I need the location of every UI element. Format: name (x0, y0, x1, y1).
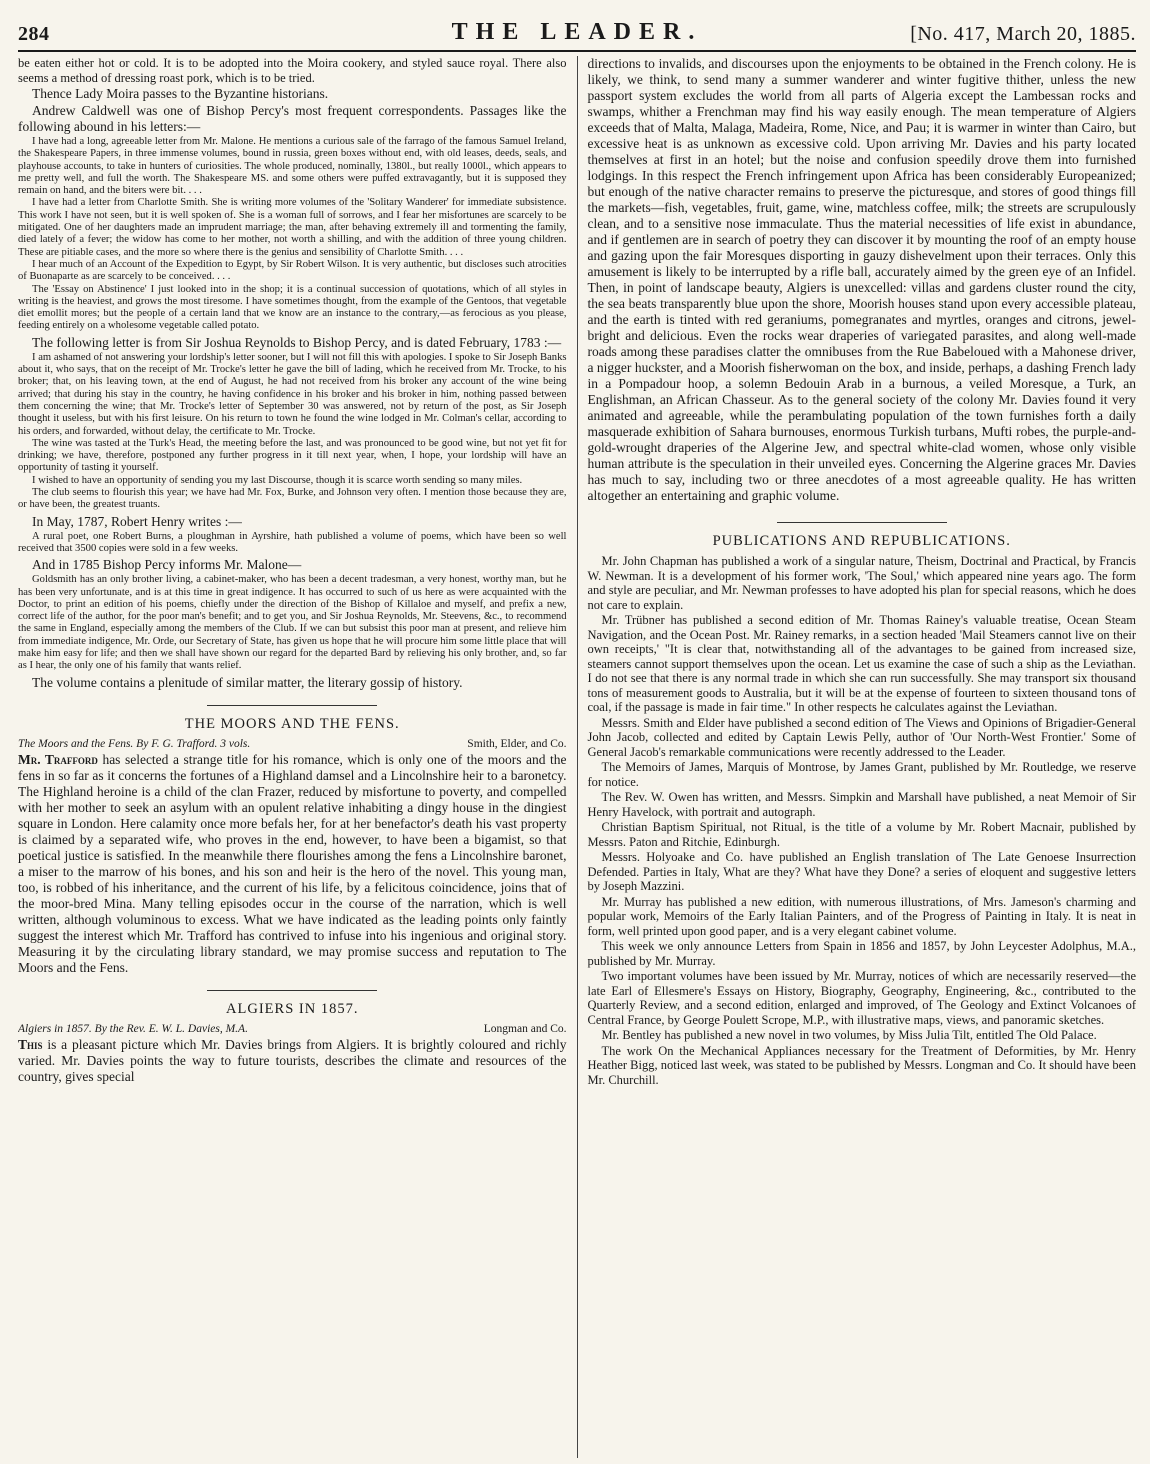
publication-item: Mr. Bentley has published a new novel in two volumes, by Miss Julia Tilt, entitled The Old Palace. (601, 1028, 1097, 1042)
review-body-moors (18, 752, 567, 976)
quote-paragraph: A rural poet, one Robert Burns, a ploughman in Ayrshire, hath published a volume of poems, which have been so well received that 3500 copies were sold in a few weeks. (18, 530, 567, 554)
section-title-moors: THE MOORS AND THE FENS. (184, 715, 400, 732)
publication-item: Mr. John Chapman has published a work of a singular nature, Theism, Doctrinal and Practical, by Francis W. Newman. It is a development of his former work, 'The Soul,' which appeared nine years ago. The form and style are peculiar, and Mr. Newman professes to have adopted his plan for special reasons, which he does not care to explain. (587, 554, 1136, 612)
paragraph-volume: The volume contains a plenitude of similar matter, the literary gossip of history. (32, 674, 463, 690)
publisher-name: Smith, Elder, and Co. (467, 737, 567, 750)
publication-item: The Rev. W. Owen has written, and Messrs. Simpkin and Marshall have published, a neat Memoir of Sir Henry Havelock, with portrait and autograph. (587, 790, 1136, 819)
quote-paragraph: The 'Essay on Abstinence' I just looked into in the shop; it is a continual succession of quotations, which of all styles in writing is the heaviest, and grows the most tiresome. I have sometimes thought, from the example of the Gentoos, that vegetable diet emollit mores; but the people of a certain land that we know are an instance to the contrary,—as ferocious as you please, feeding entirely on a wholesome vegetable called potato. (18, 283, 567, 332)
quote-paragraph: I wished to have an opportunity of sending you my last Discourse, though it is scarce worth sending so many miles. (32, 474, 523, 486)
book-reference: The Moors and the Fens. By F. G. Trafford. 3 vols. (18, 737, 251, 750)
quote-paragraph: I am ashamed of not answering your lordship's letter sooner, but I will not fill this with apologies. I spoke to Sir Joseph Banks about it, who says, that on the receipt of Mr. Trocke's letter he gave the bill of lading, which he received from Mr. Trocke, to his broker; that, on his leaving town, at the end of August, he had not received from his broker any account of the wine being arrived; that during his stay in the country, he having confidence in his broker and his broker in him, nothing passed between them concerning the wine; that Mr. Trocke's letter of September 30 was answered, not by return of the post, as Sir Joseph thought it useless, but with his first leisure. On his return to town he found the wine lodged in Mr. Colman's cellar, according to his orders, and forwarded, without delay, the certificate to Mr. Trocke. (18, 351, 567, 437)
publication-item: Christian Baptism Spiritual, not Ritual, is the title of a volume by Mr. Robert Macnair, published by Messrs. Paton and Ritchie, Edinburgh. (587, 820, 1136, 849)
right-column (577, 56, 1137, 1458)
publication-item: Two important volumes have been issued by Mr. Murray, notices of which are necessarily reserved—the late Earl of Ellesmere's Essays on History, Biography, Geography, Engineering, &c., contributed to the Quarterly Review, and a second edition, enlarged and improved, of The Geology and Extinct Volcanoes of Central France, by George Poulett Scrope, M.P., with illustrative maps, views, and panoramic sketches. (587, 969, 1136, 1027)
section-divider (777, 522, 947, 523)
book-reference: Algiers in 1857. By the Rev. E. W. L. Davies, M.A. (18, 1022, 248, 1035)
quote-paragraph: I hear much of an Account of the Expedition to Egypt, by Sir Robert Wilson. It is very authentic, but discloses such atrocities of Buonaparte as are scarcely to be conceived. . . . (18, 258, 567, 283)
quote-paragraph: Goldsmith has an only brother living, a cabinet-maker, who has been a decent tradesman, a very honest, worthy man, but he has been very unfortunate, and is at this time in great indigence. It has occurred to such of us here as were acquainted with the Doctor, to print an edition of his poems, chiefly under the direction of the Bishop of Killaloe and myself, and prefix a new, correct life of the author, for the poor man's benefit; and to get you, and Sir Joshua Reynolds, Mr. Steevens, &c., to recommend the same in England, especially among the members of the Club. If we can but subsist this poor man at present, and relieve him from immediate indigence, Mr. Orde, our Secretary of State, has given us hope that he will procure him some little place that will make him easy for life; and then we shall have shown our regard for the departed Bard by relieving his only brother, and, so far as I hear, the only one of his family that wants relief. (18, 574, 567, 672)
review-body-algiers (18, 1037, 567, 1085)
review-heading-moors (18, 737, 567, 751)
review-text: has selected a strange title for his romance, which is only one of the moors and the fens in so far as it concerns the fortunes of a Highland damsel and a Lincolnshire heir to a baronetcy. The Highland heroine is a child of the clan Frazer, reduced by misfortune to poverty, and compelled with her mother to seek an asylum with an opulent relative inhabiting a dingy house in the dingiest square in London. Here calamity once more befals her, for at her benefactor's death his vast property is claimed by a separated wife, who proves in the end, however, to have been a bigamist, so that poetical justice is satisfied. In the meanwhile there flourishes among the fens a Lincolnshire baronet, a miser to the marrow of his bones, and his son and heir is the hero of the novel. This young man, too, is robbed of his inheritance, and the current of his life, by a felicitous coincidence, joins that of the moor-bred Mina. Many telling episodes occur in the course of the narration, which is well written, although voluminous to excess. What we have indicated as the leading points only faintly suggest the interest which Mr. Trafford has contrived to infuse into his ingenious and original story. Measuring it by the circulating library standard, we may promise success and reputation to The Moors and the Fens. (18, 751, 567, 975)
paragraph-caldwell: Andrew Caldwell was one of Bishop Percy's most frequent correspondents. Passages like the following abound in his letters:— (18, 103, 567, 134)
paragraph-henry: In May, 1787, Robert Henry writes :— (32, 513, 242, 529)
quote-percy (18, 574, 567, 672)
review-heading-algiers (18, 1022, 567, 1036)
paragraph-reynolds: The following letter is from Sir Joshua Reynolds to Bishop Percy, and is dated February, 1783 :— (32, 334, 562, 350)
masthead-title: THE LEADER. (451, 19, 703, 45)
publication-item: Mr. Murray has published a new edition, with numerous illustrations, of Mrs. Jameson's charming and popular work, Memoirs of the Early Italian Painters, and of the Progress of Painting in Italy. It is neat in form, well printed upon good paper, and is a very elegant cabinet volume. (587, 894, 1136, 938)
lead-words: This (18, 1036, 43, 1052)
left-column (18, 56, 577, 1458)
issue-info: [No. 417, March 20, 1885. (910, 23, 1136, 45)
publication-item: The work On the Mechanical Appliances necessary for the Treatment of Deformities, by Mr. Henry Heather Bigg, noticed last week, was stated to be published by Messrs. Longman and Co. It should have been Mr. Churchill. (587, 1043, 1136, 1087)
quote-paragraph: The club seems to flourish this year; we have had Mr. Fox, Burke, and Johnson very often. I mention those because they are, or have been, the greatest truants. (18, 487, 567, 511)
publication-item: Messrs. Holyoake and Co. have published an English translation of The Late Genoese Insurrection Defended. Parties in Italy, What are they? What have they Done? a series of eloquent and suggestive letters by Joseph Mazzini. (587, 850, 1136, 893)
publication-item: The Memoirs of James, Marquis of Montrose, by James Grant, published by Mr. Routledge, we reserve for notice. (587, 760, 1136, 789)
paragraph-1785: And in 1785 Bishop Percy informs Mr. Malone— (32, 557, 302, 573)
quote-paragraph: I have had a letter from Charlotte Smith. She is writing more volumes of the 'Solitary Wanderer' for immediate subsistence. This work I have not seen, but it is well spoken of. She is a woman full of sorrows, and I fear her misfortunes are scarcely to be mitigated. One of her daughters made an imprudent marriage; the man, after behaving extremely ill and tormenting the family, died lately of a fever; the widow has come to her mother, not worth a shilling, and with the addition of three young children. These are pitiable cases, and the more so where there is the genius and sensibility of Charlotte Smith. . . . (18, 197, 567, 258)
quote-paragraph: The wine was tasted at the Turk's Head, the meeting before the last, and was pronounced to be good wine, but not yet fit for drinking; we have, therefore, postponed any further progress in it till next year, when, I hope, your lordship will have an opportunity of tasting it yourself. (18, 437, 567, 474)
publication-item: Mr. Trübner has published a second edition of Mr. Thomas Rainey's valuable treatise, Ocean Steam Navigation, and the Ocean Post. Mr. Rainey remarks, in a section headed 'Mail Steamers cannot live on their own receipts,' "It is clear that, notwithstanding all of the advantages to be gained from increased size, steamers cannot support themselves upon the ocean. Let us examine the case of such a ship as the Leviathan. I do not see that there is any normal trade in which she can run successfully. She may transport six thousand tons of measurement goods to Australia, but it will be at the expense of fourteen to sixteen thousand tons of coal, if the passage is made in fair time." In other respects he calculates against the Leviathan. (587, 613, 1136, 714)
section-title-algiers: ALGIERS IN 1857. (226, 1000, 359, 1017)
section-divider (207, 990, 377, 991)
quote-caldwell-letters (18, 136, 567, 333)
algiers-review-continued: directions to invalids, and discourses upon the enjoyments to be obtained in the French colony. He is likely, we think, to send many a summer wanderer and winter fugitive thither, unless the new passport system excludes the world from all parts of Algeria except the Lambessan rocks and swamps, whither a Frenchman may find his way easily enough. The mean temperature of Algiers exceeds that of Malta, Malaga, Madeira, Rome, Nice, and Pau; it is warmer in winter than Cairo, but excessive heat is as unknown as excessive cold. Upon arriving Mr. Davies and his party located themselves at first in an hotel; but the noise and confusion speedily drove them into furnished lodgings. In this respect the French infringement upon Africa has been considerably Europeanized; but enough of the native character remains to preserve the picturesque, and stores of good things fill the markets—fish, vegetables, fruit, game, wine, matchless coffee, milk; the streets are scrupulously clean, and to a sensitive nose immaculate. Thus the material necessities of life exist in abundance, and if gentlemen are in search of poetry they can discover it by mounting the roof of an empty house and gazing upon the fair Moresques disporting in gauzy dishevelment upon their terraces. Only this amusement is likely to be interrupted by a rifle ball, accurately aimed by the green eye of an Infidel. Then, in point of landscape beauty, Algiers is unexcelled: villas and gardens cluster round the city, the sea beats transparently blue upon the shore, Moorish houses stand upon every accessible plateau, and the earth is tinted with red geraniums, pomegranates and myrtles, oranges and citrons, jewel-bright and delicious. Even the rocks wear draperies of variegated parasites, and along well-made roads among these paradises clatter the omnibuses from the Rue Babeloued with a Mahonese driver, a nigger huckster, and a Moorish fisherwoman on the box, and inside, perhaps, a dashing French lady in a Pompadour hoop, a solemn Bedouin Arab in a burnous, a veiled Moresque, a Turk, an Englishman, an African Chasseur. As to the general society of the colony Mr. Davies found it very animated and agreeable, while the perambulating population of the town furnishes forth a daily masquerade exhibition of Sahara burnouses, enormous Turkish turbans, Mufti robes, the purple-and-gold-wrought draperies of the Algerine Jew, and spectral white-clad women, whose only visible human attribute is the speculation in their unveiled eyes. Concerning the Algerine graces Mr. Davies has much to say, including two or three anecdotes of a most agreeable quality. He has written altogether an entertaining and graphic volume. (587, 56, 1136, 503)
quote-henry (18, 531, 567, 556)
review-text: is a pleasant picture which Mr. Davies brings from Algiers. It is brightly coloured and richly varied. Mr. Davies points the way to future tourists, describes the climate and resources of the country, gives special (18, 1036, 567, 1084)
quote-reynolds-letter (18, 352, 567, 512)
page-number: 284 (18, 23, 50, 45)
continued-paragraph: be eaten either hot or cold. It is to be adopted into the Moira cookery, and styled sauce royal. There also seems a method of dressing roast pork, which is to be tried. (18, 56, 567, 85)
page-header (18, 12, 1136, 52)
columns (18, 56, 1136, 1458)
quote-paragraph: I have had a long, agreeable letter from Mr. Malone. He mentions a curious sale of the farrago of the famous Samuel Ireland, the Shakespeare Papers, in three immense volumes, bound in russia, green boxes without end, with old leases, deeds, seals, and playhouse accounts, to take in hunters of curiosities. The whole produced, nominally, 1380l., but really 1000l., which appears to me pretty well, and full the worth. The Shakespeare MS. and some others were puffed extravagantly, but it is supposed they remain on hand, and the biters were bit. . . . (18, 136, 567, 197)
publisher-name: Longman and Co. (483, 1022, 567, 1035)
section-title-publications: PUBLICATIONS AND REPUBLICATIONS. (712, 533, 1011, 549)
section-divider (207, 705, 377, 706)
paragraph-moira: Thence Lady Moira passes to the Byzantine historians. (32, 86, 329, 101)
lead-words: Mr. Trafford (18, 751, 98, 767)
publication-item: Messrs. Smith and Elder have published a second edition of The Views and Opinions of Brigadier-General John Jacob, collected and edited by Captain Lewis Pelly, author of 'Our North-West Frontier.' Some of General Jacob's remarkable communications were recently addressed to the Leader. (587, 715, 1136, 759)
publication-item: This week we only announce Letters from Spain in 1856 and 1857, by John Leycester Adolphus, M.A., published by Mr. Murray. (587, 939, 1136, 968)
